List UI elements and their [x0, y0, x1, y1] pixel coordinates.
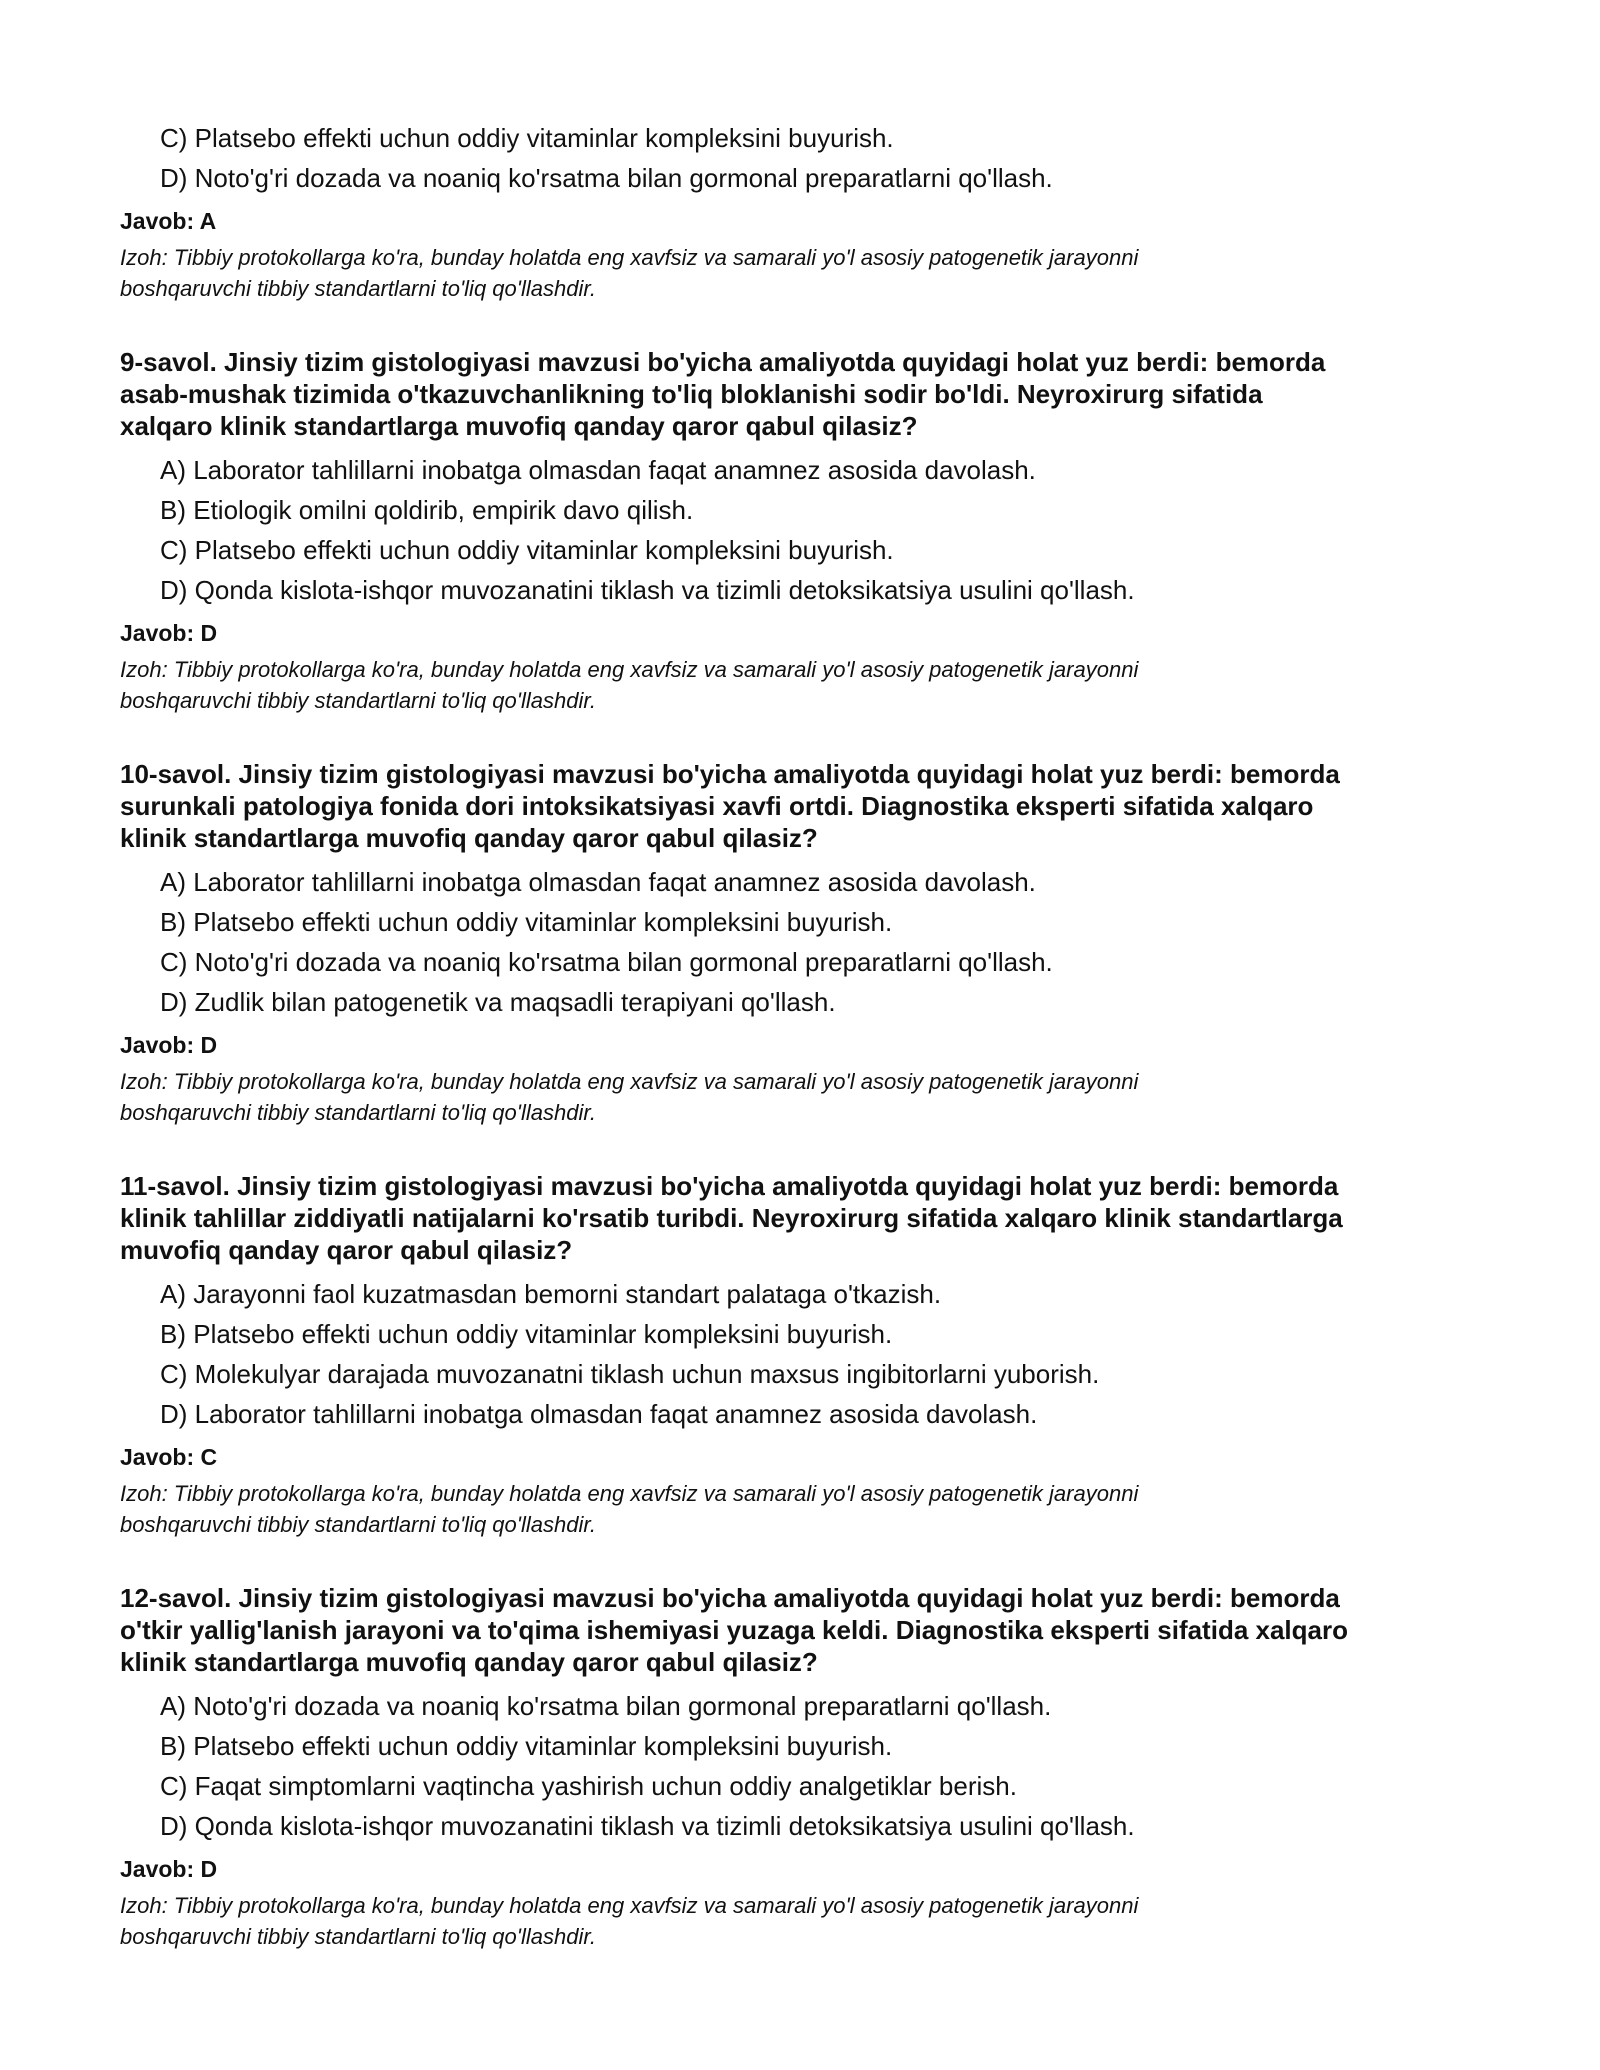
- answer-label: Javob: A: [120, 208, 217, 234]
- question-title: [120, 758, 1500, 854]
- option-a: A) Noto'g'ri dozada va noaniq ko'rsatma bilan gormonal preparatlarni qo'llash.: [160, 1691, 1052, 1721]
- question-title-line: 10-savol. Jinsiy tizim gistologiyasi mavzusi bo'yicha amaliyotda quyidagi holat yuz berdi: bemorda: [120, 759, 1340, 789]
- answer-label: Javob: D: [120, 1032, 218, 1058]
- question-title: [120, 346, 1500, 442]
- explanation-note: [120, 242, 1500, 304]
- option-a: A) Jarayonni faol kuzatmasdan bemorni standart palataga o'tkazish.: [160, 1279, 942, 1309]
- document-page: [120, 118, 1500, 1952]
- note-line: Izoh: Tibbiy protokollarga ko'ra, bunday holatda eng xavfsiz va samarali yo'l asosiy patogenetik jarayonni: [120, 657, 1139, 682]
- option-b: B) Platsebo effekti uchun oddiy vitaminlar kompleksini buyurish.: [160, 907, 893, 937]
- option-b: B) Etiologik omilni qoldirib, empirik davo qilish.: [160, 495, 694, 525]
- option-c: C) Platsebo effekti uchun oddiy vitaminlar kompleksini buyurish.: [160, 535, 894, 565]
- note-line: Izoh: Tibbiy protokollarga ko'ra, bunday holatda eng xavfsiz va samarali yo'l asosiy patogenetik jarayonni: [120, 1481, 1139, 1506]
- question-title: [120, 1582, 1500, 1678]
- note-line: Izoh: Tibbiy protokollarga ko'ra, bunday holatda eng xavfsiz va samarali yo'l asosiy patogenetik jarayonni: [120, 1893, 1139, 1918]
- option-c: C) Faqat simptomlarni vaqtincha yashirish uchun oddiy analgetiklar berish.: [160, 1771, 1017, 1801]
- question-title-line: 12-savol. Jinsiy tizim gistologiyasi mavzusi bo'yicha amaliyotda quyidagi holat yuz berdi: bemorda: [120, 1583, 1340, 1613]
- option-d: D) Zudlik bilan patogenetik va maqsadli terapiyani qo'llash.: [160, 987, 836, 1017]
- note-line: Izoh: Tibbiy protokollarga ko'ra, bunday holatda eng xavfsiz va samarali yo'l asosiy patogenetik jarayonni: [120, 1069, 1139, 1094]
- explanation-note: [120, 654, 1500, 716]
- question-title-line: surunkali patologiya fonida dori intoksikatsiyasi xavfi ortdi. Diagnostika eksperti sifatida xalqaro: [120, 791, 1314, 821]
- note-line: boshqaruvchi tibbiy standartlarni to'liq qo'llashdir.: [120, 276, 596, 301]
- question-title-line: klinik tahlillar ziddiyatli natijalarni ko'rsatib turibdi. Neyroxirurg sifatida xalqaro klinik standartlarga: [120, 1203, 1343, 1233]
- question-title-line: klinik standartlarga muvofiq qanday qaror qabul qilasiz?: [120, 823, 818, 853]
- answer-label: Javob: D: [120, 1856, 218, 1882]
- question-9: [120, 346, 1500, 716]
- note-line: boshqaruvchi tibbiy standartlarni to'liq qo'llashdir.: [120, 1924, 596, 1949]
- explanation-note: [120, 1066, 1500, 1128]
- option-d: D) Qonda kislota-ishqor muvozanatini tiklash va tizimli detoksikatsiya usulini qo'llash.: [160, 575, 1135, 605]
- option-c: C) Molekulyar darajada muvozanatni tiklash uchun maxsus ingibitorlarni yuborish.: [160, 1359, 1100, 1389]
- question-title-line: muvofiq qanday qaror qabul qilasiz?: [120, 1235, 573, 1265]
- question-title-line: klinik standartlarga muvofiq qanday qaror qabul qilasiz?: [120, 1647, 818, 1677]
- question-10: [120, 758, 1500, 1128]
- option-b: B) Platsebo effekti uchun oddiy vitaminlar kompleksini buyurish.: [160, 1731, 893, 1761]
- note-line: boshqaruvchi tibbiy standartlarni to'liq qo'llashdir.: [120, 1512, 596, 1537]
- question-title-line: 11-savol. Jinsiy tizim gistologiyasi mavzusi bo'yicha amaliyotda quyidagi holat yuz berdi: bemorda: [120, 1171, 1339, 1201]
- note-line: Izoh: Tibbiy protokollarga ko'ra, bunday holatda eng xavfsiz va samarali yo'l asosiy patogenetik jarayonni: [120, 245, 1139, 270]
- option-d: D) Laborator tahlillarni inobatga olmasdan faqat anamnez asosida davolash.: [160, 1399, 1038, 1429]
- answer-label: Javob: D: [120, 620, 218, 646]
- note-line: boshqaruvchi tibbiy standartlarni to'liq qo'llashdir.: [120, 1100, 596, 1125]
- option-b: B) Platsebo effekti uchun oddiy vitaminlar kompleksini buyurish.: [160, 1319, 893, 1349]
- previous-question-tail: [120, 118, 1500, 304]
- option-d: D) Noto'g'ri dozada va noaniq ko'rsatma bilan gormonal preparatlarni qo'llash.: [160, 163, 1053, 193]
- question-11: [120, 1170, 1500, 1540]
- note-line: boshqaruvchi tibbiy standartlarni to'liq qo'llashdir.: [120, 688, 596, 713]
- question-title-line: xalqaro klinik standartlarga muvofiq qanday qaror qabul qilasiz?: [120, 411, 918, 441]
- option-a: A) Laborator tahlillarni inobatga olmasdan faqat anamnez asosida davolash.: [160, 867, 1036, 897]
- question-title-line: o'tkir yallig'lanish jarayoni va to'qima ishemiyasi yuzaga keldi. Diagnostika eksperti sifatida xalqaro: [120, 1615, 1348, 1645]
- explanation-note: [120, 1890, 1500, 1952]
- question-12: [120, 1582, 1500, 1952]
- option-a: A) Laborator tahlillarni inobatga olmasdan faqat anamnez asosida davolash.: [160, 455, 1036, 485]
- option-c: C) Platsebo effekti uchun oddiy vitaminlar kompleksini buyurish.: [160, 123, 894, 153]
- question-title-line: asab-mushak tizimida o'tkazuvchanlikning to'liq bloklanishi sodir bo'ldi. Neyroxirurg sifatida: [120, 379, 1263, 409]
- option-d: D) Qonda kislota-ishqor muvozanatini tiklash va tizimli detoksikatsiya usulini qo'llash.: [160, 1811, 1135, 1841]
- explanation-note: [120, 1478, 1500, 1540]
- question-title-line: 9-savol. Jinsiy tizim gistologiyasi mavzusi bo'yicha amaliyotda quyidagi holat yuz berdi: bemorda: [120, 347, 1326, 377]
- question-title: [120, 1170, 1500, 1266]
- answer-label: Javob: C: [120, 1444, 218, 1470]
- option-c: C) Noto'g'ri dozada va noaniq ko'rsatma bilan gormonal preparatlarni qo'llash.: [160, 947, 1053, 977]
